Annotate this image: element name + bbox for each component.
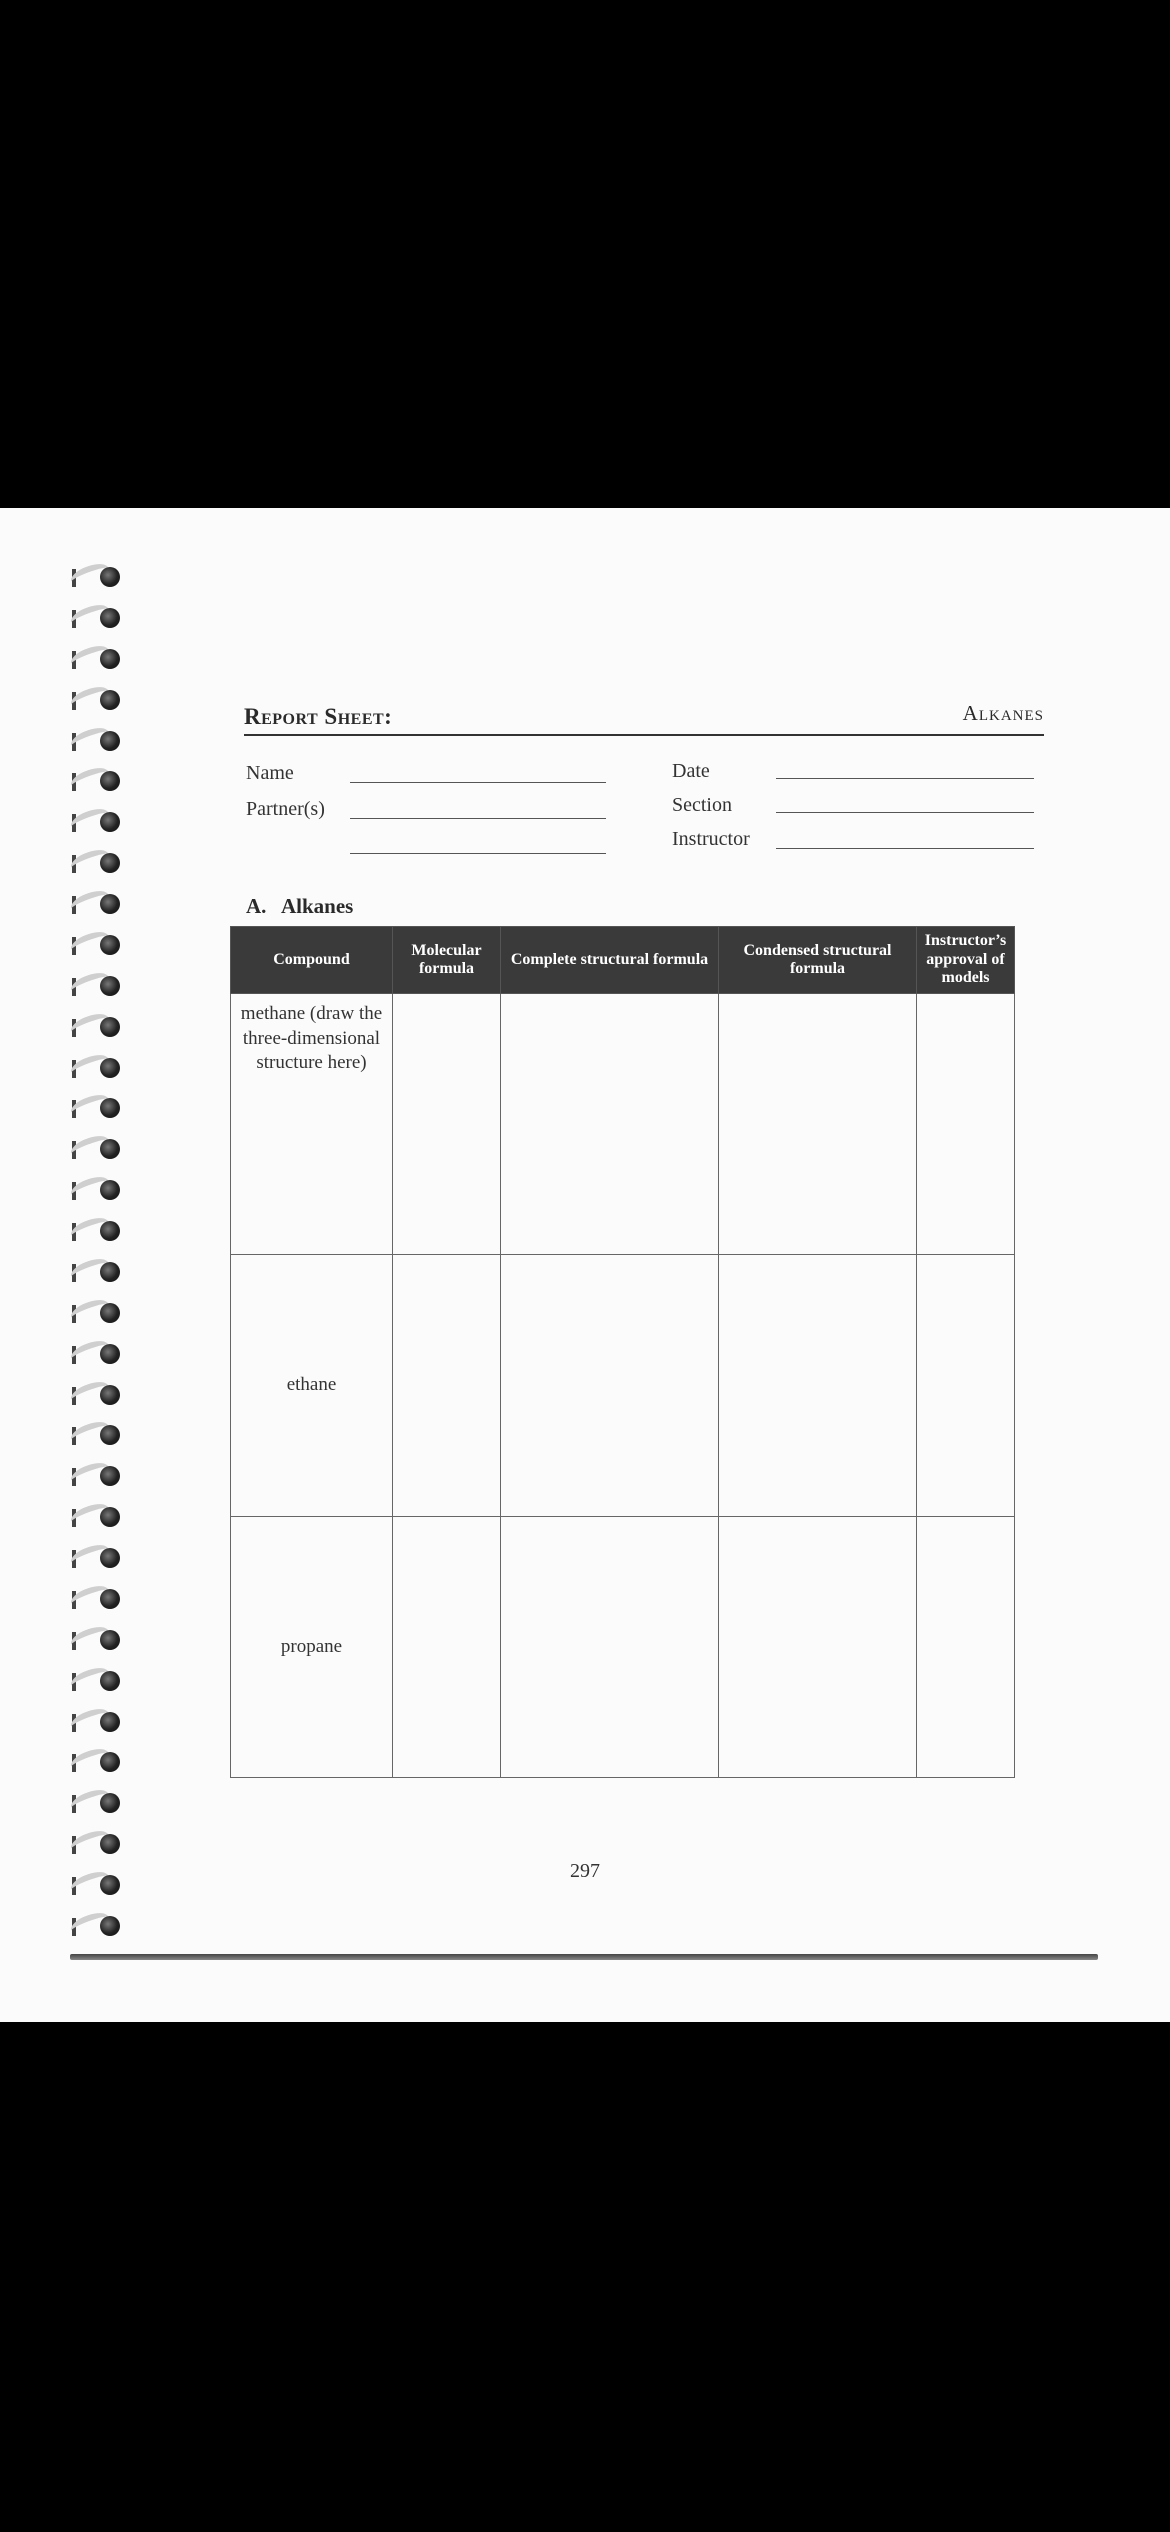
binding-coil: [62, 1340, 132, 1366]
name-line[interactable]: [350, 782, 606, 783]
cell-instructor-approval[interactable]: [917, 1255, 1015, 1516]
binding-coil: [62, 1789, 132, 1815]
binding-coil: [62, 1912, 132, 1938]
binding-coil: [62, 890, 132, 916]
col-instructor-approval: Instructor’s approval of models: [917, 927, 1015, 994]
binding-coil: [62, 1381, 132, 1407]
binding-coil: [62, 1585, 132, 1611]
binding-coil: [62, 1094, 132, 1120]
binding-coil: [62, 1544, 132, 1570]
col-compound: Compound: [231, 927, 393, 994]
binding-coil: [62, 931, 132, 957]
binding-coil: [62, 1462, 132, 1488]
cell-instructor-approval[interactable]: [917, 994, 1015, 1255]
page-edge: [70, 1954, 1098, 1960]
cell-molecular-formula[interactable]: [393, 1255, 501, 1516]
cell-complete-structural-formula[interactable]: [501, 1255, 719, 1516]
partners-line[interactable]: [350, 818, 606, 819]
binding-coil: [62, 1748, 132, 1774]
cell-complete-structural-formula[interactable]: [501, 1516, 719, 1777]
spiral-binding: [62, 563, 132, 1938]
col-condensed-structural-formula: Condensed structural formula: [719, 927, 917, 994]
binding-coil: [62, 1258, 132, 1284]
binding-coil: [62, 1503, 132, 1529]
compound-ethane: ethane: [231, 1255, 393, 1516]
binding-coil: [62, 686, 132, 712]
cell-instructor-approval[interactable]: [917, 1516, 1015, 1777]
partners-label: Partner(s): [246, 798, 325, 820]
cell-complete-structural-formula[interactable]: [501, 994, 719, 1255]
table-row: [231, 1516, 1015, 1777]
name-label: Name: [246, 762, 294, 784]
binding-coil: [62, 767, 132, 793]
binding-coil: [62, 1708, 132, 1734]
binding-coil: [62, 1217, 132, 1243]
section-title: A. Alkanes: [246, 894, 354, 918]
col-complete-structural-formula: Complete structural formula: [501, 927, 719, 994]
binding-coil: [62, 1054, 132, 1080]
binding-coil: [62, 849, 132, 875]
binding-coil: [62, 645, 132, 671]
page-number: 297: [570, 1860, 600, 1882]
binding-coil: [62, 1135, 132, 1161]
binding-coil: [62, 972, 132, 998]
binding-coil: [62, 1421, 132, 1447]
compound-methane: methane (draw the three-dimensional structure here): [231, 994, 393, 1255]
binding-coil: [62, 808, 132, 834]
binding-coil: [62, 1667, 132, 1693]
partners-line-2[interactable]: [350, 853, 606, 854]
report-sheet-title: Report Sheet:: [244, 704, 393, 729]
binding-coil: [62, 563, 132, 589]
table-row: [231, 994, 1015, 1255]
report-header: [244, 694, 1044, 736]
table-header-row: [231, 927, 1015, 994]
instructor-line[interactable]: [776, 848, 1034, 849]
cell-condensed-structural-formula[interactable]: [719, 1255, 917, 1516]
binding-coil: [62, 727, 132, 753]
alkanes-table: [230, 926, 1015, 1778]
cell-molecular-formula[interactable]: [393, 994, 501, 1255]
table-row: [231, 1255, 1015, 1516]
date-line[interactable]: [776, 778, 1034, 779]
report-page: [0, 508, 1170, 2022]
col-molecular-formula: Molecular formula: [393, 927, 501, 994]
compound-propane: propane: [231, 1516, 393, 1777]
binding-coil: [62, 1299, 132, 1325]
cell-molecular-formula[interactable]: [393, 1516, 501, 1777]
binding-coil: [62, 604, 132, 630]
binding-coil: [62, 1830, 132, 1856]
cell-condensed-structural-formula[interactable]: [719, 1516, 917, 1777]
cell-condensed-structural-formula[interactable]: [719, 994, 917, 1255]
section-line[interactable]: [776, 812, 1034, 813]
binding-coil: [62, 1626, 132, 1652]
date-label: Date: [672, 760, 710, 782]
section-label: Section: [672, 794, 732, 816]
topic-title: Alkanes: [962, 701, 1044, 725]
binding-coil: [62, 1176, 132, 1202]
instructor-label: Instructor: [672, 828, 750, 850]
binding-coil: [62, 1013, 132, 1039]
